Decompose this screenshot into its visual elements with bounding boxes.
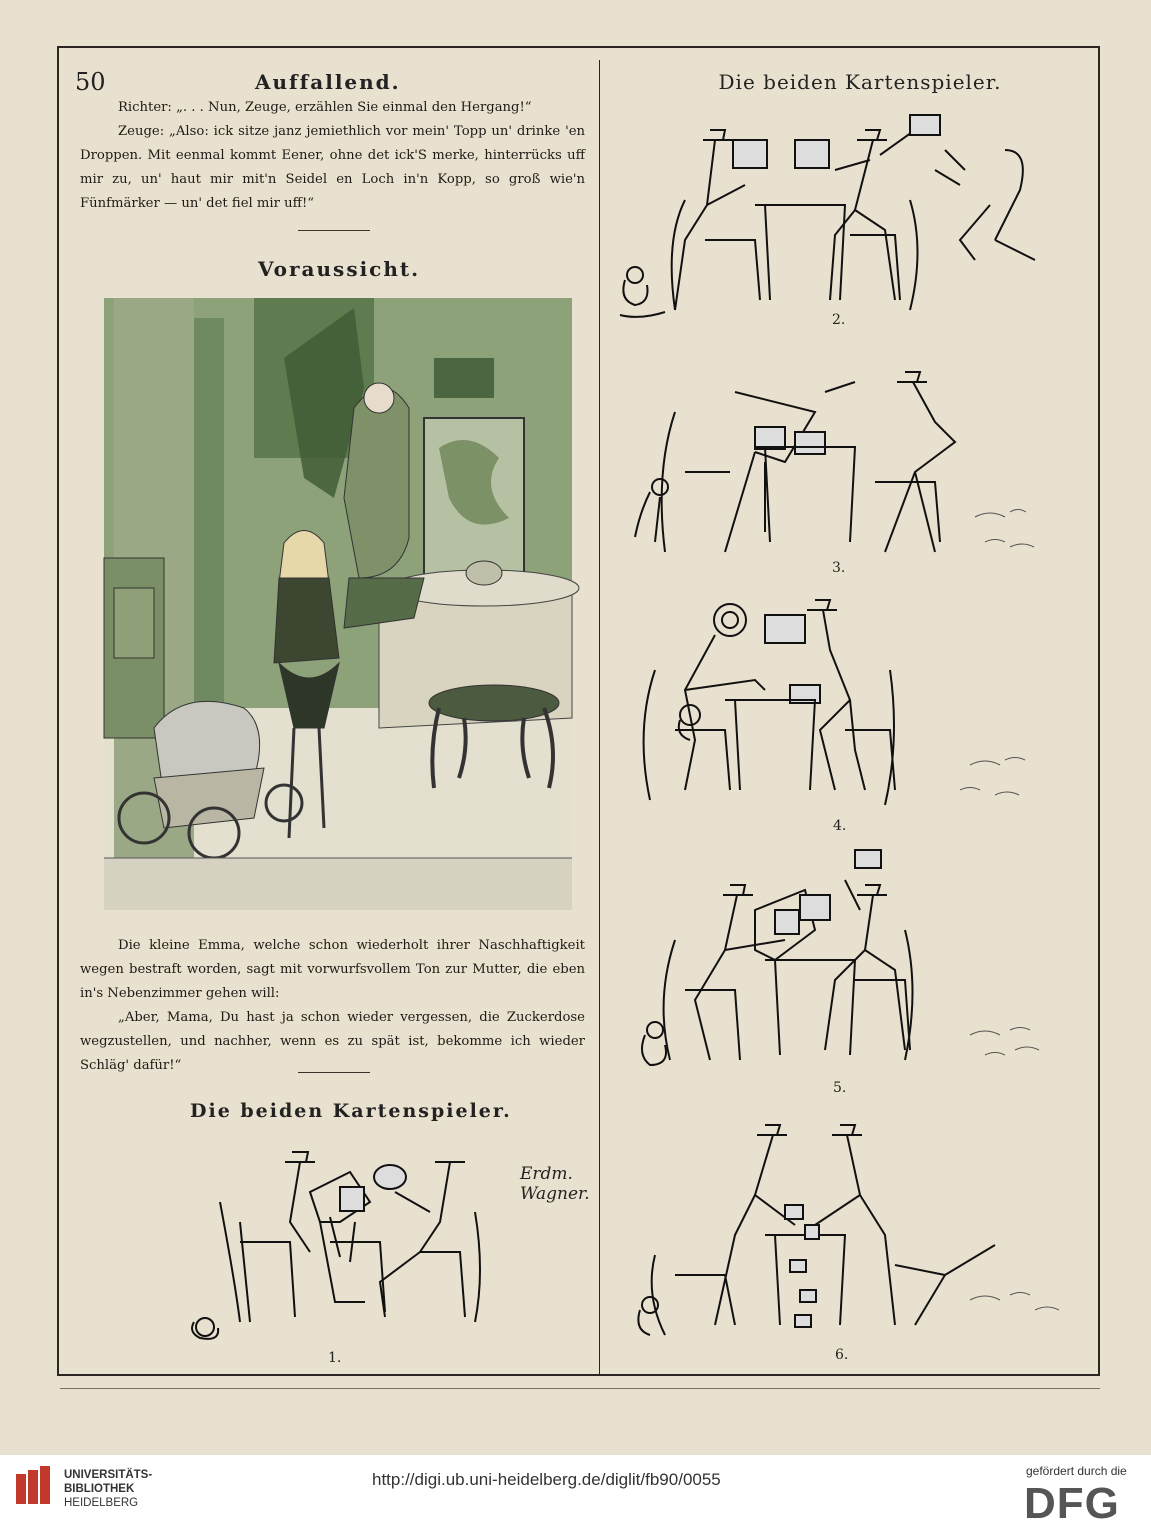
cartoon-panel-1: [180, 1132, 500, 1366]
cartoon-panel-2: [615, 110, 1085, 330]
source-url-link[interactable]: http://digi.ub.uni-heidelberg.de/diglit/fb90/0055: [372, 1470, 721, 1489]
article-auffallend: [80, 96, 585, 216]
article-paragraph: „Aber, Mama, Du hast ja schon wieder vergessen, die Zuckerdose wegzustellen, und nachher, wenn es zu spät ist, bekomme ich wieder Schläg' dafür!“: [80, 1010, 585, 1073]
panel-number: 5.: [833, 1080, 847, 1096]
heading-kartenspieler-left: Die beiden Kartenspieler.: [190, 1100, 512, 1122]
article-voraussicht: [80, 934, 585, 1078]
funding-label: gefördert durch die: [1026, 1464, 1127, 1478]
article-paragraph: Die kleine Emma, welche schon wiederholt ihrer Naschhaftigkeit wegen bestraft worden, sagt mit vorwurfsvollem Ton zur Mutter, die eben in's Nebenzimmer gehen will:: [80, 938, 585, 1001]
cartoon-drawing: [615, 590, 1085, 815]
cartoon-drawing: [615, 850, 1085, 1075]
cartoon-panel-6: [615, 1095, 1085, 1363]
panel-number: 1.: [328, 1350, 342, 1366]
library-name-line: UNIVERSITÄTS-: [64, 1469, 153, 1481]
page-number: 50: [75, 68, 106, 96]
heading-kartenspieler-right: Die beiden Kartenspieler.: [718, 70, 1002, 94]
illustration-signature: Erdm. Wagner.: [520, 1164, 590, 1204]
dfg-logo: DFG: [1024, 1479, 1120, 1528]
cartoon-panel-4: [615, 590, 1085, 834]
article-paragraph: Richter: „. . . Nun, Zeuge, erzählen Sie einmal den Hergang!“: [118, 100, 532, 115]
digitization-footer: [0, 1455, 1151, 1535]
cartoon-drawing: [180, 1132, 500, 1352]
separator-rule: [298, 230, 370, 231]
cartoon-panel-3: [615, 352, 1085, 576]
panel-number: 6.: [835, 1347, 849, 1363]
cartoon-drawing: [615, 110, 1085, 330]
heading-voraussicht: Voraussicht.: [258, 257, 421, 281]
library-name-line: BIBLIOTHEK: [64, 1483, 135, 1495]
cartoon-drawing: [615, 352, 1085, 562]
column-divider: [599, 60, 600, 1375]
cartoon-drawing: [615, 1095, 1085, 1345]
separator-rule: [298, 1072, 370, 1073]
article-paragraph: Zeuge: „Also: ick sitze janz jemiethlich vor mein' Topp un' drinke 'en Droppen. Mit eenmal kommt Eener, ohne det ick'S merke, hinterrücks uff mir zu, un' haut mir mit'n Seidel en Loch in'n Kopp, so groß wie'n Fünfmärker — un' det fiel mir uff!“: [80, 124, 585, 211]
panel-number: 3.: [832, 560, 846, 576]
library-logo-icon: [14, 1464, 60, 1508]
panel-number: 4.: [833, 818, 847, 834]
engraving-image: [104, 298, 572, 910]
heading-auffallend: Auffallend.: [255, 70, 401, 94]
library-name: [64, 1468, 152, 1510]
cartoon-panel-5: [615, 850, 1085, 1096]
panel-number: 2.: [832, 312, 846, 328]
library-name-line: HEIDELBERG: [64, 1497, 139, 1509]
bottom-rule: [60, 1388, 1100, 1389]
